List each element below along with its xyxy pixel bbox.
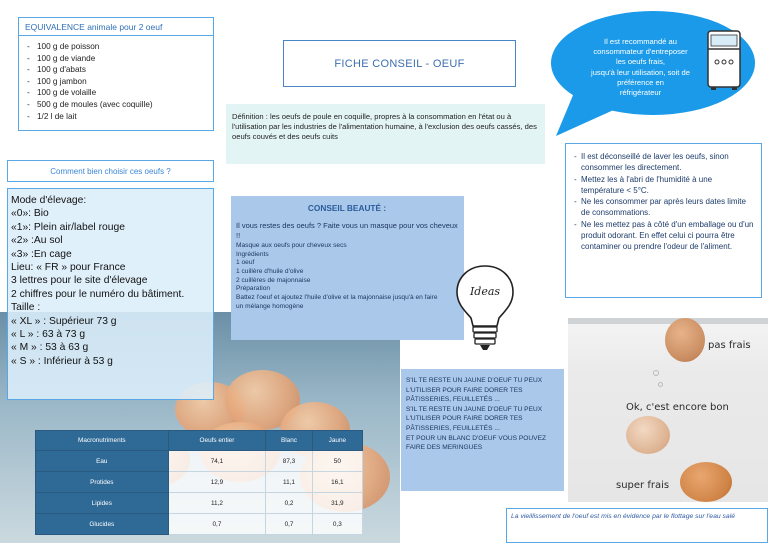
nutrition-table <box>35 430 363 535</box>
table-cell: 31,9 <box>312 493 362 514</box>
lightbulb-icon <box>452 262 518 352</box>
photo-caption: La vieillissement de l'oeuf est mis en évidence par le flottage sur l'eau salé <box>506 508 768 543</box>
bubble-line: les oeufs frais, <box>616 57 665 67</box>
beauty-tip-line: un mélange homogène <box>236 302 304 310</box>
list-item: - 100 g d'abats <box>27 64 207 76</box>
beauty-tip-title: CONSEIL BEAUTÉ : <box>307 203 387 213</box>
table-cell: 87,3 <box>266 451 312 472</box>
beauty-tip-line: Préparation <box>236 285 271 293</box>
equivalence-title: EQUIVALENCE animale pour 2 oeuf <box>19 18 213 36</box>
egg-label-fresh: super frais <box>616 480 670 491</box>
yolk-line: S'IL TE RESTE UN JAUNE D'OEUF TU PEUX <box>406 405 543 413</box>
bubble-line: Il est recommandé au <box>603 37 678 46</box>
choose-line: «2» :Au sol <box>11 235 63 247</box>
list-item: - 500 g de moules (avec coquille) <box>27 99 207 111</box>
list-item: - 100 g de volaille <box>27 87 207 99</box>
bubble-line: jusqu'à leur utilisation, soit de <box>591 67 690 77</box>
choose-line: «0»: Bio <box>11 208 49 220</box>
bulb-label: Ideas <box>469 285 501 298</box>
bubble-icon <box>653 370 659 376</box>
storage-advice-box <box>565 143 762 298</box>
advice-list <box>574 151 756 253</box>
column-header: Jaune <box>312 431 362 451</box>
choose-line: Mode d'élevage: <box>11 195 87 206</box>
equivalence-list <box>19 36 213 122</box>
yolk-line: L'UTILISER POUR FAIRE DORER TES <box>406 386 523 394</box>
column-header: Blanc <box>266 431 312 451</box>
table-cell: 0,2 <box>266 493 312 514</box>
choose-line: «3» :En cage <box>11 248 72 260</box>
beauty-tip-line: Battez l'oeuf et ajoutez l'huile d'olive et la majonnaise jusqu'à en faire <box>236 294 438 302</box>
bubble-icon <box>658 382 663 387</box>
yolk-line: PÂTISSERIES, FEUILLETÉS ... <box>406 424 500 432</box>
table-row <box>36 493 363 514</box>
list-item: - 100 g jambon <box>27 76 207 88</box>
table-cell: 12,9 <box>168 472 266 493</box>
beauty-tip-line: Ingrédients <box>236 250 269 258</box>
bubble-line: consommateur d'entreposer <box>593 47 688 57</box>
table-cell: 74,1 <box>168 451 266 472</box>
yolk-line: FAIRE DES MERINGUES <box>406 444 483 452</box>
definition-text: Définition : les oeufs de poule en coquille, propres à la consommation en l'état ou à l'utilisation par les industries de l'alimentation humaine, à l'exclusion des oeufs cassés, des oeufs couvés et des oeufs cuits <box>226 104 545 164</box>
choose-eggs-box <box>7 188 214 400</box>
table-header-row <box>36 431 363 451</box>
yolk-line: PÂTISSERIES, FEUILLETÉS ... <box>406 396 500 404</box>
choose-title: Comment bien choisir ces oeufs ? <box>7 160 214 182</box>
table-row <box>36 514 363 535</box>
table-cell: 16,1 <box>312 472 362 493</box>
row-header: Eau <box>36 451 169 472</box>
choose-line: «1»: Plein air/label rouge <box>11 221 125 233</box>
table-cell: 0,7 <box>266 514 312 535</box>
beauty-tip-line: 1 oeuf <box>236 259 255 267</box>
list-item: - Il est déconseillé de laver les oeufs, sinon consommer les directement. <box>574 151 756 174</box>
table-cell: 11,2 <box>168 493 266 514</box>
column-header: Oeufs entier <box>168 431 266 451</box>
beauty-tip-lead: Il vous restes des oeufs ? Faite vous un masque pour vos cheveux !! <box>236 221 458 241</box>
yolk-line: S'IL TE RESTE UN JAUNE D'OEUF TU PEUX <box>406 377 543 384</box>
table-cell: 0,7 <box>168 514 266 535</box>
choose-line: « L » : 63 à 73 g <box>11 329 86 341</box>
column-header: Macronutriments <box>36 431 169 451</box>
beauty-tip-line: 2 cuillères de majonnaise <box>236 276 311 284</box>
bubble-line: réfrigérateur <box>619 88 662 98</box>
egg-icon <box>626 416 670 454</box>
equivalence-box <box>18 17 214 131</box>
egg-icon <box>680 462 732 502</box>
beauty-tip-line: Masque aux oeufs pour cheveux secs <box>236 241 347 249</box>
choose-line: 2 chiffres pour le numéro du bâtiment. <box>11 288 185 300</box>
row-header: Protides <box>36 472 169 493</box>
beauty-tip-box <box>231 196 464 340</box>
yolk-line: L'UTILISER POUR FAIRE DORER TES <box>406 415 523 423</box>
list-item: - Ne les consommer par après leurs dates limite de consommations. <box>574 196 756 219</box>
bubble-line: préférence en <box>617 77 664 87</box>
egg-label-old: pas frais <box>708 340 751 351</box>
fridge-icon <box>706 29 742 91</box>
egg-float-test-image <box>568 318 768 502</box>
egg-icon <box>665 318 705 362</box>
choose-line: « S » : Inférieur à 53 g <box>11 355 113 367</box>
row-header: Lipides <box>36 493 169 514</box>
yolk-tip-box <box>401 369 564 491</box>
table-cell: 0,3 <box>312 514 362 535</box>
row-header: Glucides <box>36 514 169 535</box>
choose-line: 3 lettres pour le site d'élevage <box>11 275 148 287</box>
egg-label-ok: Ok, c'est encore bon <box>626 402 729 413</box>
table-cell: 11,1 <box>266 472 312 493</box>
choose-line: Lieu: « FR » pour France <box>11 262 126 274</box>
list-item: - 1/2 l de lait <box>27 111 207 123</box>
list-item: - Mettez les à l'abri de l'humidité à une température < 5°C. <box>574 174 756 197</box>
table-row <box>36 472 363 493</box>
list-item: - 100 g de viande <box>27 53 207 65</box>
choose-line: « XL » : Supérieur 73 g <box>11 315 117 327</box>
yolk-line: ET POUR UN BLANC D'OEUF VOUS POUVEZ <box>406 434 546 442</box>
beauty-tip-line: 1 cuillère d'huile d'olive <box>236 267 304 275</box>
list-item: - Ne les mettez pas à côté d'un emballage ou d'un produit odorant. En effet celui ci pourra être contaminer ou prendre l'odeur de l'aliment. <box>574 219 756 253</box>
list-item: - 100 g de poisson <box>27 41 207 53</box>
table-cell: 50 <box>312 451 362 472</box>
choose-line: Taille : <box>11 302 41 314</box>
table-row <box>36 451 363 472</box>
choose-line: « M » : 53 à 63 g <box>11 342 89 354</box>
page-title: FICHE CONSEIL - OEUF <box>283 40 516 87</box>
bubble-text <box>583 37 698 98</box>
